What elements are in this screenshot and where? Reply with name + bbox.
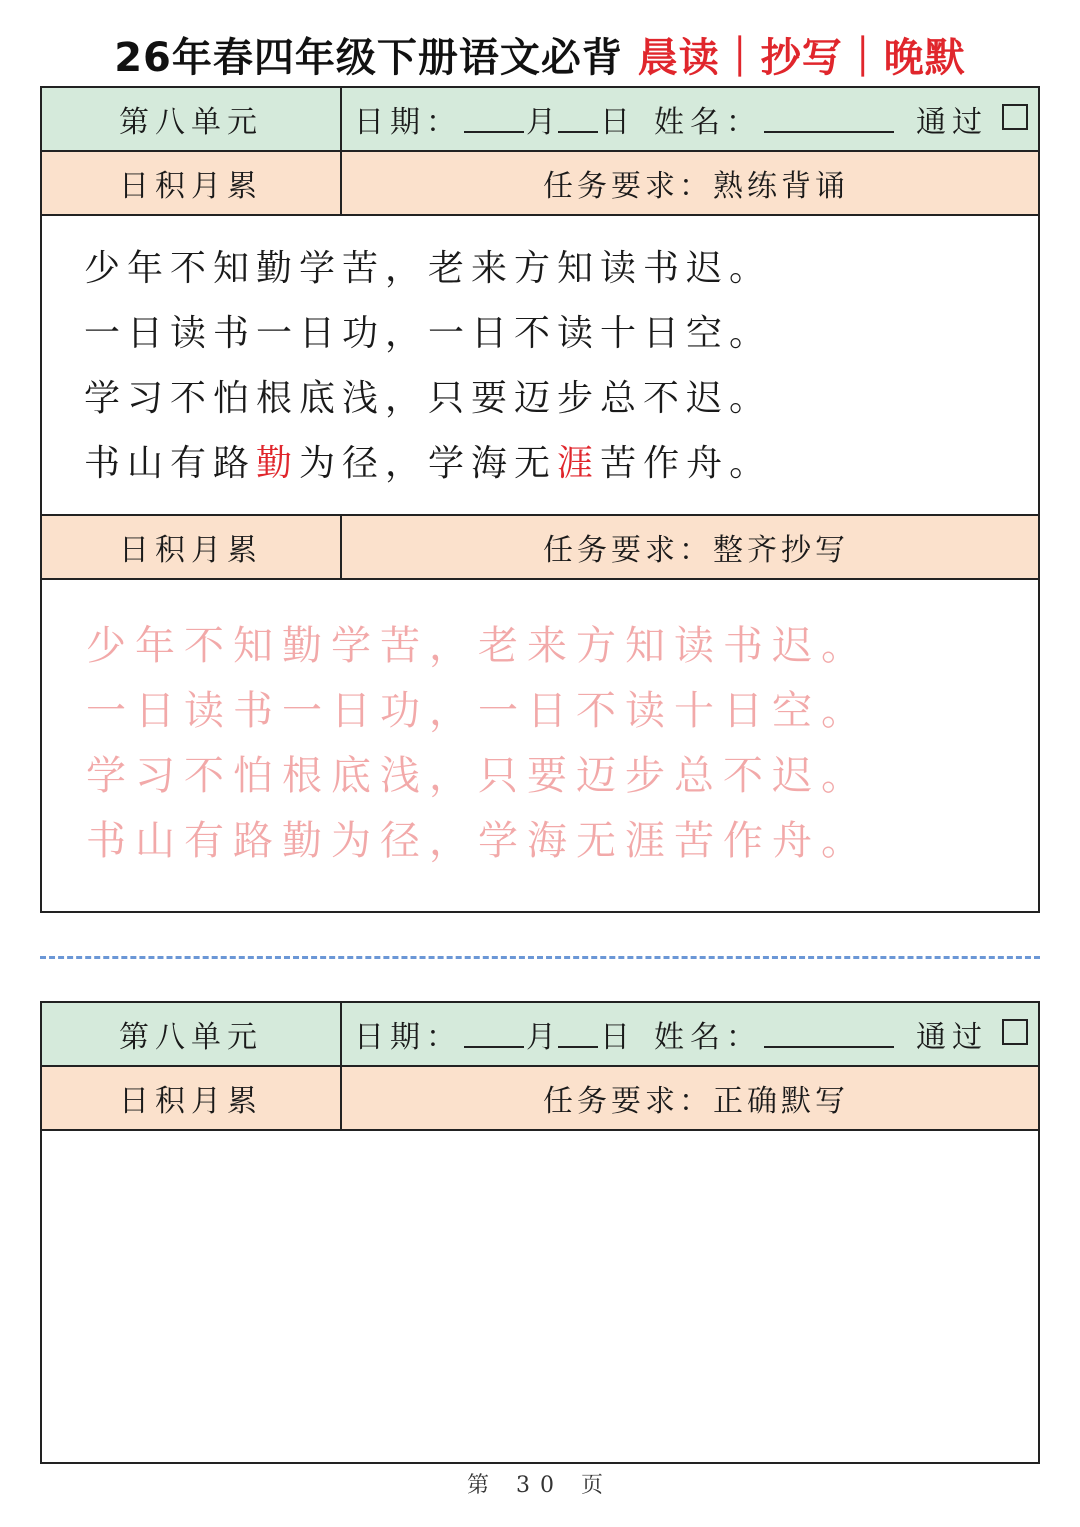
- highlight-char: 涯: [557, 443, 601, 484]
- trace-line: 少年不知勤学苦，老来方知读书迟。: [86, 623, 870, 669]
- info-fields: [342, 88, 1038, 150]
- cut-line-divider: [40, 956, 1040, 959]
- month-blank[interactable]: [464, 105, 524, 133]
- category-label: 日积月累: [42, 516, 342, 578]
- day-blank[interactable]: [558, 1020, 598, 1048]
- name-blank[interactable]: [764, 105, 894, 133]
- name-label: 姓名：: [654, 1020, 762, 1055]
- month-label: 月: [526, 105, 556, 140]
- pass-label: 通过: [916, 105, 988, 140]
- task-requirement: 任务要求：整齐抄写: [543, 533, 849, 568]
- task-row-copy: [42, 516, 1038, 580]
- trace-line: 一日读书一日功，一日不读十日空。: [86, 688, 870, 734]
- worksheet-card-read-copy: [40, 86, 1040, 913]
- poem-line: 少年不知勤学苦，老来方知读书迟。: [84, 248, 773, 289]
- pass-checkbox[interactable]: [1002, 1019, 1028, 1045]
- day-blank[interactable]: [558, 105, 598, 133]
- date-label: 日期：: [354, 1020, 462, 1055]
- day-label: 日: [600, 105, 630, 140]
- day-label: 日: [600, 1020, 630, 1055]
- name-blank[interactable]: [764, 1020, 894, 1048]
- trace-line: 书山有路勤为径，学海无涯苦作舟。: [86, 818, 870, 864]
- title-main: 26年春四年级下册语文必背: [114, 35, 638, 81]
- category-label: 日积月累: [42, 152, 342, 214]
- name-label: 姓名：: [654, 105, 762, 140]
- poem-text: [42, 216, 1038, 516]
- info-fields: [342, 1003, 1038, 1065]
- pass-label: 通过: [916, 1020, 988, 1055]
- month-label: 月: [526, 1020, 556, 1055]
- info-row: [42, 88, 1038, 152]
- task-row-recite: [42, 152, 1038, 216]
- dictation-writing-area[interactable]: [42, 1131, 1038, 1462]
- pass-checkbox[interactable]: [1002, 104, 1028, 130]
- category-label: 日积月累: [42, 1067, 342, 1129]
- info-row: [42, 1003, 1038, 1067]
- worksheet-card-dictation: [40, 1001, 1040, 1464]
- trace-line: 学习不怕根底浅，只要迈步总不迟。: [86, 753, 870, 799]
- task-row-dictation: [42, 1067, 1038, 1131]
- task-requirement: 任务要求：熟练背诵: [543, 169, 849, 204]
- page-title: [0, 28, 1080, 88]
- date-label: 日期：: [354, 105, 462, 140]
- unit-label: 第八单元: [42, 1003, 342, 1065]
- task-requirement: 任务要求：正确默写: [543, 1084, 849, 1119]
- unit-label: 第八单元: [42, 88, 342, 150]
- month-blank[interactable]: [464, 1020, 524, 1048]
- poem-line: 学习不怕根底浅，只要迈步总不迟。: [84, 378, 773, 419]
- highlight-char: 勤: [256, 443, 300, 484]
- tracing-area[interactable]: [42, 580, 1038, 874]
- title-accent: 晨读｜抄写｜晚默: [637, 35, 966, 81]
- poem-line: 一日读书一日功，一日不读十日空。: [84, 313, 773, 354]
- poem-line: 书山有路勤为径，学海无涯苦作舟。: [84, 443, 773, 484]
- page-number: 第 30 页: [467, 1473, 613, 1498]
